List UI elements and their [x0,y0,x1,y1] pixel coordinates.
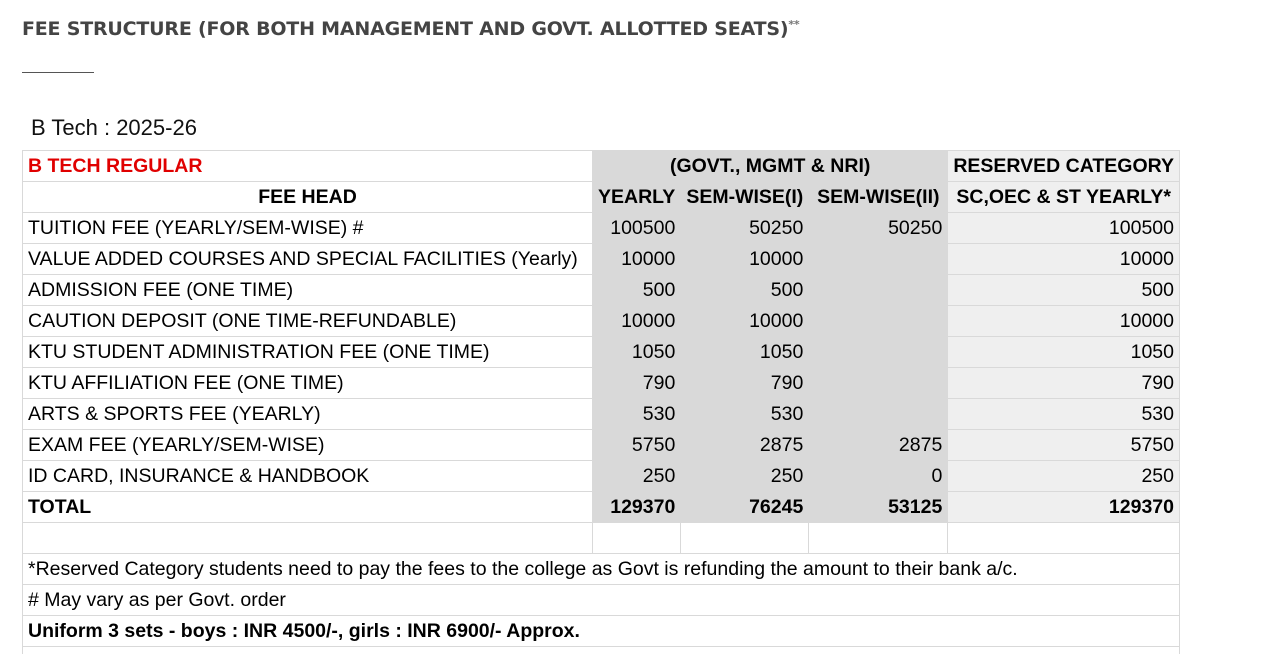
column-header-fee-head: FEE HEAD [23,182,593,213]
page-heading-text: FEE STRUCTURE (FOR BOTH MANAGEMENT AND GOVT. ALLOTTED SEATS) [22,18,789,40]
yearly-cell: 790 [593,368,681,399]
spacer-row [23,523,1180,554]
note-reserved-category: *Reserved Category students need to pay the fees to the college as Govt is refunding the amount to their bank a/c. [23,554,1180,585]
sem2-cell [809,306,948,337]
fee-head-cell: ID CARD, INSURANCE & HANDBOOK [23,461,593,492]
table-group-header-row [23,151,1180,182]
section-label: B TECH REGULAR [23,151,593,182]
reserved-cell: 250 [948,461,1180,492]
fee-head-cell: CAUTION DEPOSIT (ONE TIME-REFUNDABLE) [23,306,593,337]
table-row [23,275,1180,306]
fee-head-cell: ARTS & SPORTS FEE (YEARLY) [23,399,593,430]
yearly-cell: 5750 [593,430,681,461]
table-row [23,461,1180,492]
table-row [23,337,1180,368]
note-govt-order: # May vary as per Govt. order [23,585,1180,616]
fee-head-cell: KTU AFFILIATION FEE (ONE TIME) [23,368,593,399]
sem2-cell: 50250 [809,213,948,244]
sem1-cell: 2875 [681,430,809,461]
total-row [23,492,1180,523]
sem1-cell: 10000 [681,306,809,337]
sem1-cell: 1050 [681,337,809,368]
sem2-cell [809,399,948,430]
fee-table [22,150,1180,654]
table-row [23,306,1180,337]
sem1-cell: 500 [681,275,809,306]
sem1-cell: 50250 [681,213,809,244]
sem2-cell [809,244,948,275]
yearly-cell: 1050 [593,337,681,368]
yearly-cell: 500 [593,275,681,306]
sem1-cell: 250 [681,461,809,492]
total-yearly: 129370 [593,492,681,523]
reserved-cell: 790 [948,368,1180,399]
total-sem2: 53125 [809,492,948,523]
heading-footnote-mark: ** [788,18,800,31]
group-header: (GOVT., MGMT & NRI) [593,151,948,182]
reserved-cell: 10000 [948,306,1180,337]
empty-cell [948,523,1180,554]
sem2-cell [809,275,948,306]
empty-cell [593,523,681,554]
column-header-reserved: SC,OEC & ST YEARLY* [948,182,1180,213]
column-header-yearly: YEARLY [593,182,681,213]
note-uniform: Uniform 3 sets - boys : INR 4500/-, girls : INR 6900/- Approx. [23,616,1180,647]
empty-cell [23,523,593,554]
fee-head-cell: TUITION FEE (YEARLY/SEM-WISE) # [23,213,593,244]
note-row [23,616,1180,647]
column-header-sem1: SEM-WISE(I) [681,182,809,213]
sem2-cell: 0 [809,461,948,492]
empty-cell [23,647,1180,654]
table-row [23,244,1180,275]
total-label: TOTAL [23,492,593,523]
yearly-cell: 250 [593,461,681,492]
table-row [23,399,1180,430]
yearly-cell: 10000 [593,306,681,337]
table-row [23,430,1180,461]
page-heading [22,18,799,40]
sem1-cell: 530 [681,399,809,430]
fee-head-cell: EXAM FEE (YEARLY/SEM-WISE) [23,430,593,461]
table-column-header-row [23,182,1180,213]
table-row [23,368,1180,399]
fee-head-cell: VALUE ADDED COURSES AND SPECIAL FACILITIES (Yearly) [23,244,593,275]
total-sem1: 76245 [681,492,809,523]
total-reserved: 129370 [948,492,1180,523]
fee-head-cell: KTU STUDENT ADMINISTRATION FEE (ONE TIME) [23,337,593,368]
program-title: B Tech : 2025-26 [31,115,197,140]
reserved-header: RESERVED CATEGORY [948,151,1180,182]
note-row [23,585,1180,616]
reserved-cell: 100500 [948,213,1180,244]
reserved-cell: 5750 [948,430,1180,461]
fee-table-body [23,151,1180,654]
sem2-cell: 2875 [809,430,948,461]
sem1-cell: 790 [681,368,809,399]
yearly-cell: 100500 [593,213,681,244]
trailing-row [23,647,1180,654]
yearly-cell: 10000 [593,244,681,275]
fee-head-cell: ADMISSION FEE (ONE TIME) [23,275,593,306]
empty-cell [809,523,948,554]
column-header-sem2: SEM-WISE(II) [809,182,948,213]
sem2-cell [809,337,948,368]
heading-divider [22,72,94,73]
empty-cell [681,523,809,554]
table-row [23,213,1180,244]
note-row [23,554,1180,585]
reserved-cell: 500 [948,275,1180,306]
yearly-cell: 530 [593,399,681,430]
reserved-cell: 10000 [948,244,1180,275]
reserved-cell: 1050 [948,337,1180,368]
reserved-cell: 530 [948,399,1180,430]
sem1-cell: 10000 [681,244,809,275]
sem2-cell [809,368,948,399]
